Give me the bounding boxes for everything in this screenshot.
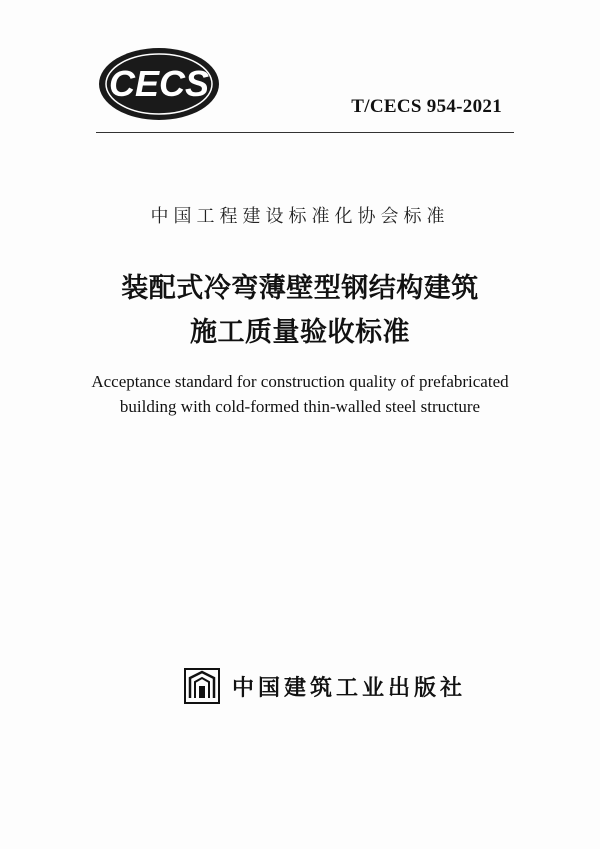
header-divider <box>96 132 514 133</box>
title-english-line-2: building with cold-formed thin-walled steel structure <box>119 397 481 416</box>
publisher <box>184 668 466 704</box>
title-english-line-1: Acceptance standard for construction quality of prefabricated <box>91 372 509 391</box>
cecs-logo-icon <box>96 44 222 124</box>
logo-text: CECS <box>108 63 210 104</box>
title-chinese-line-2: 施工质量验收标准 <box>190 317 410 348</box>
association-label: 中国工程建设标准化协会标准 <box>150 206 450 227</box>
publisher-emblem-icon <box>184 668 220 704</box>
title-chinese-line-1: 装配式冷弯薄壁型钢结构建筑 <box>121 273 479 304</box>
standard-number: T/CECS 954-2021 <box>351 96 502 117</box>
publisher-name: 中国建筑工业出版社 <box>232 674 467 701</box>
